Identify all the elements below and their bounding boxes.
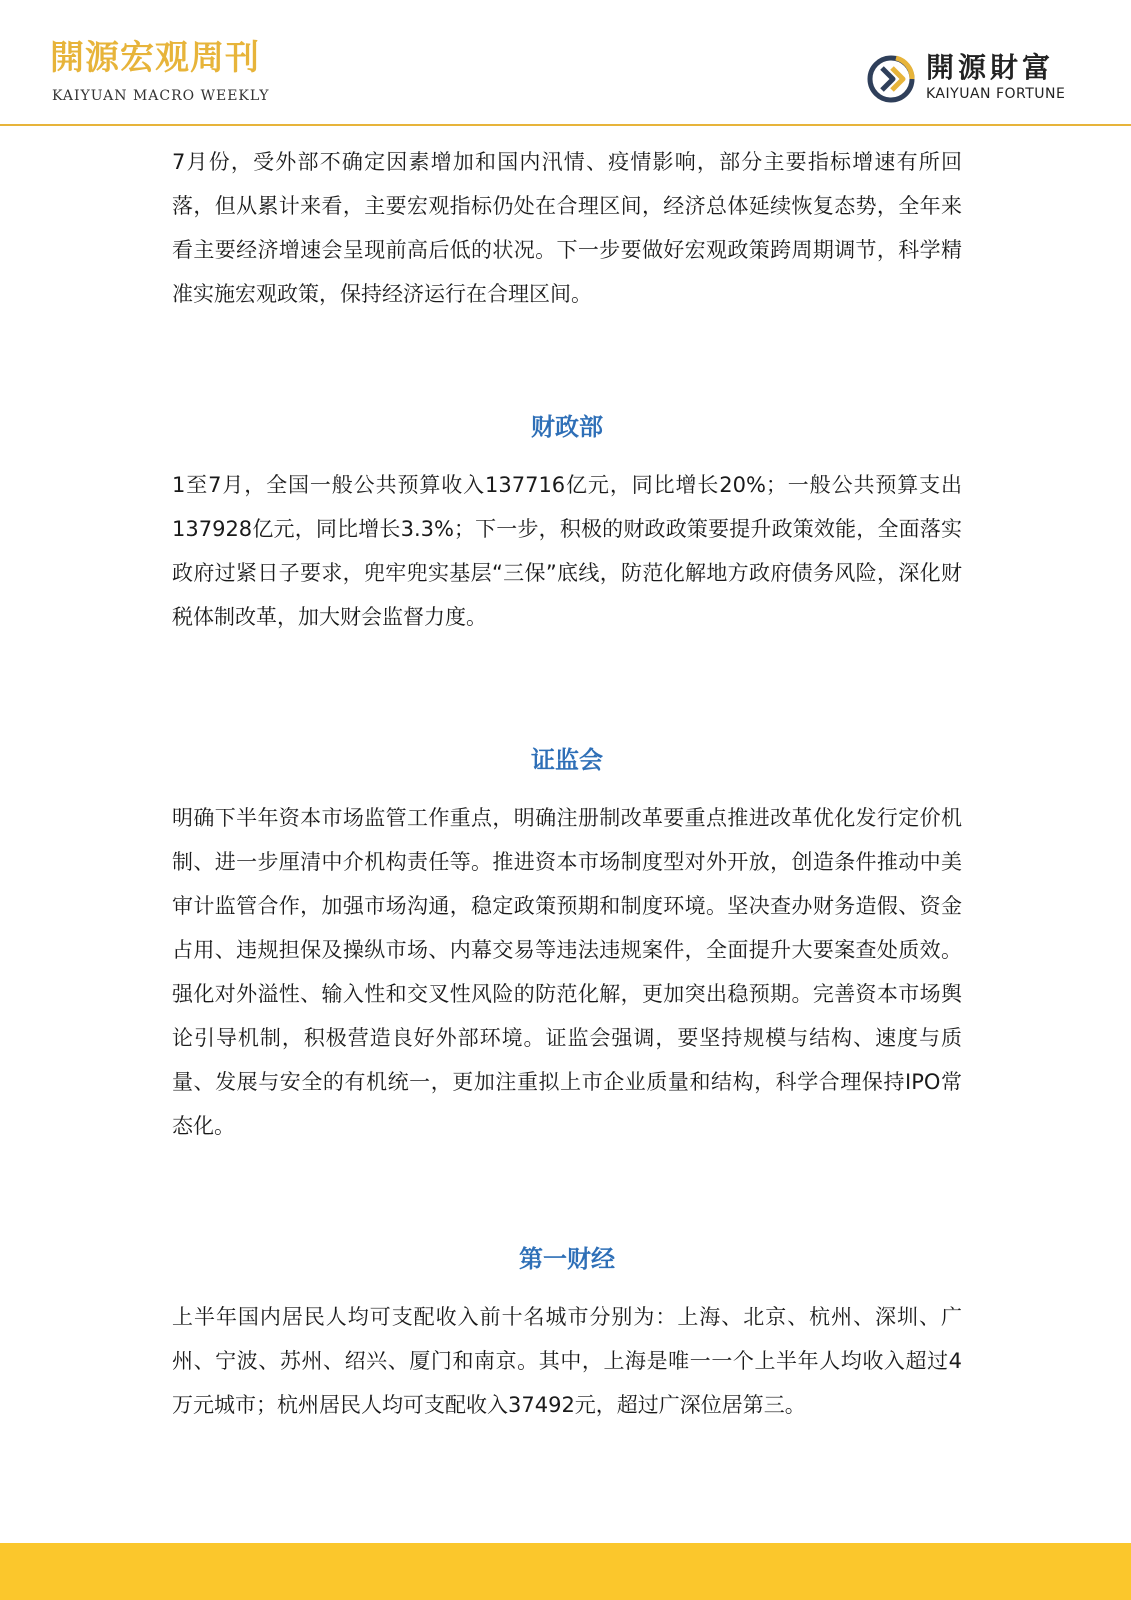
section-paragraph-csrc: 明确下半年资本市场监管工作重点，明确注册制改革要重点推进改革优化发行定价机制、进一步厘清中介机构责任等。推进资本市场制度型对外开放，创造条件推动中美审计监管合作，加强市场沟通，稳定政策预期和制度环境。坚决查办财务造假、资金占用、违规担保及操纵市场、内幕交易等违法违规案件，全面提升大要案查处质效。强化对外溢性、输入性和交叉性风险的防范化解，更加突出稳预期。完善资本市场舆论引导机制，积极营造良好外部环境。证监会强调，要坚持规模与结构、速度与质量、发展与安全的有机统一，更加注重拟上市企业质量和结构，科学合理保持IPO常态化。 [172, 806, 962, 1138]
publication-title: 開源宏观周刊 [50, 38, 260, 78]
footer-band [0, 1543, 1131, 1600]
publication-subtitle: KAIYUAN MACRO WEEKLY [52, 88, 270, 104]
section-title-yicai: 第一财经 [519, 1244, 615, 1273]
section-paragraph-yicai: 上半年国内居民人均可支配收入前十名城市分别为：上海、北京、杭州、深圳、广州、宁波、苏州、绍兴、厦门和南京。其中，上海是唯一一个上半年人均收入超过4万元城市；杭州居民人均可支配收入37492元，超过广深位居第三。 [172, 1305, 962, 1417]
kaiyuan-logo-icon [866, 54, 916, 104]
page-header [0, 0, 1131, 126]
company-logo [866, 52, 1096, 106]
header-divider [0, 124, 1131, 126]
section-paragraph-mof: 1至7月，全国一般公共预算收入137716亿元，同比增长20%；一般公共预算支出137928亿元，同比增长3.3%；下一步，积极的财政政策要提升政策效能，全面落实政府过紧日子要求，兜牢兜实基层“三保”底线，防范化解地方政府债务风险，深化财税体制改革，加大财会监督力度。 [172, 473, 962, 629]
article-body [172, 140, 962, 1427]
section-title-csrc: 证监会 [531, 745, 603, 774]
logo-english-name: KAIYUAN FORTUNE [926, 86, 1066, 102]
section-title-mof: 财政部 [531, 412, 603, 441]
logo-chinese-name: 開源財富 [926, 51, 1055, 84]
intro-paragraph: 7月份，受外部不确定因素增加和国内汛情、疫情影响，部分主要指标增速有所回落，但从累计来看，主要宏观指标仍处在合理区间，经济总体延续恢复态势，全年来看主要经济增速会呈现前高后低的状况。下一步要做好宏观政策跨周期调节，科学精准实施宏观政策，保持经济运行在合理区间。 [172, 150, 962, 306]
